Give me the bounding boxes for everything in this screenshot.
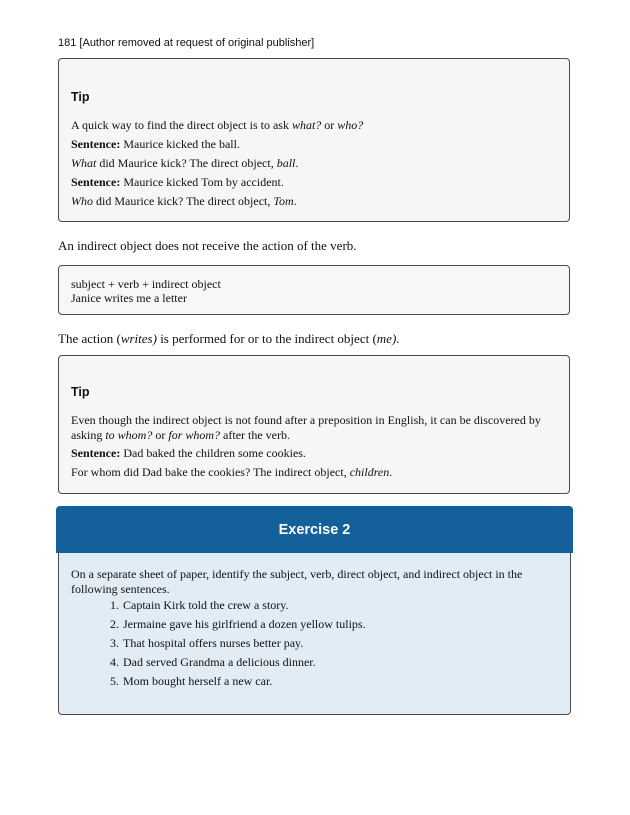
formula-box	[58, 265, 570, 315]
page-header	[58, 37, 314, 49]
example-question-1: What did Maurice kick? The direct object, ball.	[71, 156, 299, 170]
paragraph-action: The action (writes) is performed for or to the indirect object (me).	[58, 331, 400, 346]
tip-title: Tip	[71, 385, 90, 399]
exercise-box	[56, 506, 573, 715]
example-question: For whom did Dad bake the cookies? The indirect object, children.	[71, 465, 393, 479]
exercise-body: On a separate sheet of paper, identify the subject, verb, direct object, and indirect object in the following sentences. 1. Captain Kirk told the crew a story. 2. Jermaine gave his girlfriend a dozen yellow tulips. 3. That hospital offers nurses better pay. 4. Dad served Grandma a delicious dinner. 5. Mom bought herself a new car.	[58, 553, 571, 715]
author-note: [Author removed at request of original publisher]	[79, 37, 315, 49]
page-number: 181	[58, 37, 77, 49]
example-question-2: Who did Maurice kick? The direct object, Tom.	[71, 194, 297, 208]
tip-box-direct-object	[58, 58, 570, 222]
example-sentence: Sentence: Dad baked the children some cookies.	[71, 446, 306, 460]
example-sentence-2: Sentence: Maurice kicked Tom by accident.	[71, 175, 284, 189]
tip-intro: Even though the indirect object is not found after a preposition in English, it can be discovered by asking to whom? or for whom? after the verb.	[71, 413, 541, 442]
formula-example: Janice writes me a letter	[71, 291, 187, 305]
exercise-instructions: On a separate sheet of paper, identify the subject, verb, direct object, and indirect object in the following sentences.	[71, 567, 523, 596]
tip-box-indirect-object	[58, 355, 570, 494]
tip-intro: A quick way to find the direct object is to ask what? or who?	[71, 118, 364, 132]
paragraph-indirect-object: An indirect object does not receive the action of the verb.	[58, 238, 357, 253]
tip-title: Tip	[71, 90, 90, 104]
exercise-title: Exercise 2	[56, 506, 573, 553]
formula-pattern: subject + verb + indirect object	[71, 277, 221, 291]
example-sentence-1: Sentence: Maurice kicked the ball.	[71, 137, 240, 151]
